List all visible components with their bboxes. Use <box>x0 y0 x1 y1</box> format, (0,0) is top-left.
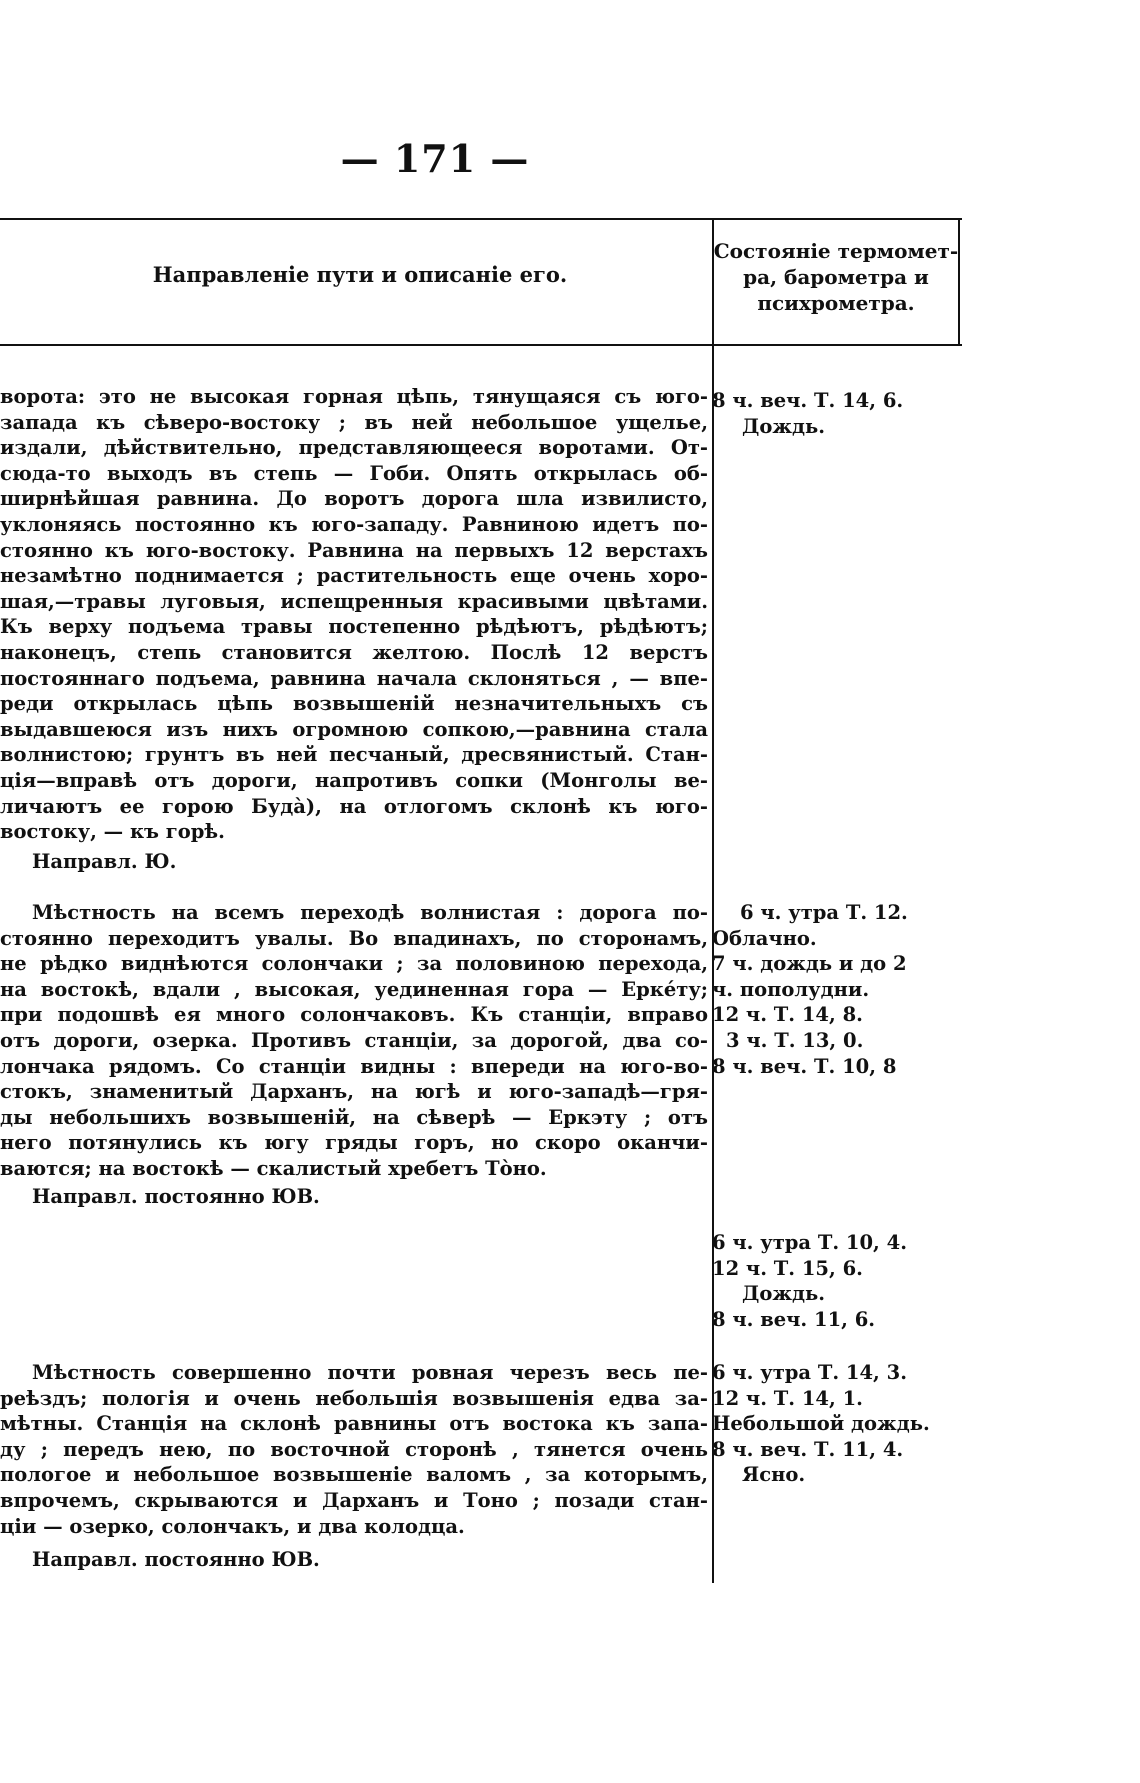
text-line: лончака рядомъ. Со станціи видны : впереди на юго-во- <box>0 1054 708 1078</box>
header-line: ра, барометра и <box>743 265 929 289</box>
table-top-rule <box>0 218 962 220</box>
text-line: Мѣстность совершенно почти ровная черезъ весь пе- <box>32 1361 708 1384</box>
text-line: ція—вправѣ отъ дороги, напротивъ сопки (Монголы ве- <box>0 768 708 792</box>
entry-4-description <box>0 1360 708 1539</box>
text-line: ширнѣйшая равнина. До воротъ дорога шла извилисто, <box>0 487 708 511</box>
entry-4-direction: Направл. постоянно ЮВ. <box>32 1548 320 1571</box>
text-line: издали, дѣйствительно, представляющееся воротами. От- <box>0 436 708 460</box>
text-line: стоянно переходитъ увалы. Во впадинахъ, по сторонамъ, <box>0 926 708 950</box>
text-line: отъ дороги, озерка. Противъ станціи, за дорогой, два со- <box>0 1028 708 1052</box>
header-line: Состояніе термомет- <box>713 239 959 263</box>
text-line: реѣздъ; пологія и очень небольшія возвышенія едва за- <box>0 1386 708 1410</box>
text-line: наконецъ, степь становится желтою. Послѣ 12 верстъ <box>0 640 708 664</box>
entry-1-direction: Направл. Ю. <box>32 850 177 873</box>
text-line: ду ; передъ нею, по восточной сторонѣ , тянется очень <box>0 1437 708 1461</box>
observation-line: 8 ч. веч. Т. 10, 8 <box>712 1054 897 1078</box>
observation-line: 7 ч. дождь и до 2 <box>712 952 907 976</box>
text-line: Къ верху подъема травы постепенно рѣдѣютъ, рѣдѣютъ; <box>0 615 708 639</box>
observation-line: Дождь. <box>742 1282 826 1306</box>
text-line: постояннаго подъема, равнина начала склоняться , — впе- <box>0 666 708 690</box>
text-line: стокъ, знаменитый Дарханъ, на югѣ и юго-западѣ—гря- <box>0 1080 708 1104</box>
observation-line: 12 ч. Т. 14, 1. <box>712 1386 863 1410</box>
observation-line: 6 ч. утра Т. 14, 3. <box>712 1361 907 1384</box>
entry-4-observations <box>712 1360 962 1488</box>
observation-line: 8 ч. веч. Т. 14, 6. <box>712 389 904 412</box>
observation-line: 12 ч. Т. 14, 8. <box>712 1003 863 1027</box>
observation-line: Небольшой дождь. <box>712 1412 930 1436</box>
entry-3-observations <box>712 1230 962 1332</box>
entry-1-observations <box>712 388 962 439</box>
text-line: Мѣстность на всемъ переходѣ волнистая : дорога по- <box>32 901 708 924</box>
header-bottom-rule <box>0 344 962 346</box>
observation-line: 12 ч. Т. 15, 6. <box>712 1256 863 1280</box>
entry-2-description <box>0 900 708 1182</box>
observation-line: ч. пополудни. <box>712 977 870 1001</box>
observation-line: 6 ч. утра Т. 12. <box>740 901 908 924</box>
text-line: личаютъ ее горою Будà), на отлогомъ склонѣ къ юго- <box>0 794 708 818</box>
observation-line: 6 ч. утра Т. 10, 4. <box>712 1231 907 1254</box>
text-line: уклоняясь постоянно къ юго-западу. Равниною идетъ по- <box>0 512 708 536</box>
entry-2-direction: Направл. постоянно ЮВ. <box>32 1185 320 1208</box>
text-line: шая,—травы луговыя, испещренныя красивыми цвѣтами. <box>0 589 708 613</box>
observation-line: Дождь. <box>742 414 826 438</box>
text-line: впрочемъ, скрываются и Дарханъ и Тоно ; позади стан- <box>0 1488 708 1512</box>
observation-line: Ясно. <box>742 1463 806 1487</box>
text-line: при подошвѣ ея много солончаковъ. Къ станціи, вправо <box>0 1003 708 1027</box>
observation-line: 8 ч. веч. 11, 6. <box>712 1307 876 1331</box>
text-line: пологое и небольшое возвышеніе валомъ , за которымъ, <box>0 1463 708 1487</box>
text-line: реди открылась цѣпь возвышеній незначительныхъ съ <box>0 692 708 716</box>
text-line: незамѣтно поднимается ; растительность еще очень хоро- <box>0 564 708 588</box>
text-line: ды небольшихъ возвышеній, на сѣверѣ — Еркэту ; отъ <box>0 1105 708 1129</box>
entry-2-observations <box>712 900 962 1079</box>
text-line: запада къ сѣверо-востоку ; въ ней небольшое ущелье, <box>0 410 708 434</box>
text-line: ціи — озерко, солончакъ, и два колодца. <box>0 1514 465 1538</box>
text-line: ваются; на востокѣ — скалистый хребетъ Тòно. <box>0 1156 547 1180</box>
observation-line: Облачно. <box>712 926 817 950</box>
text-line: мѣтны. Станція на склонѣ равнины отъ востока къ запа- <box>0 1412 708 1436</box>
entry-1-description <box>0 384 708 845</box>
text-line: него потянулись къ югу гряды горъ, но скоро оканчи- <box>0 1131 708 1155</box>
text-line: стоянно къ юго-востоку. Равнина на первыхъ 12 верстахъ <box>0 538 708 562</box>
header-line: психрометра. <box>757 291 915 315</box>
observation-line: 8 ч. веч. Т. 11, 4. <box>712 1437 904 1461</box>
text-line: ворота: это не высокая горная цѣпь, тянущаяся съ юго- <box>0 385 708 408</box>
observations-column-header <box>712 238 960 316</box>
text-line: не рѣдко виднѣются солончаки ; за половиною перехода, <box>0 952 708 976</box>
text-line: на востокѣ, вдали , высокая, уединенная гора — Еркéту; <box>0 977 708 1001</box>
text-line: волнистою; грунтъ въ ней песчаный, дресвянистый. Стан- <box>0 743 708 767</box>
page-number: — 171 — <box>340 136 530 181</box>
text-line: выдавшеюся изъ нихъ огромною сопкою,—равнина стала <box>0 717 708 741</box>
observation-line: 3 ч. Т. 13, 0. <box>726 1028 864 1052</box>
description-column-header: Направленіе пути и описаніе его. <box>152 262 568 287</box>
text-line: сюда-то выходъ въ степь — Гоби. Опять открылась об- <box>0 461 708 485</box>
text-line: востоку, — къ горѣ. <box>0 820 225 844</box>
